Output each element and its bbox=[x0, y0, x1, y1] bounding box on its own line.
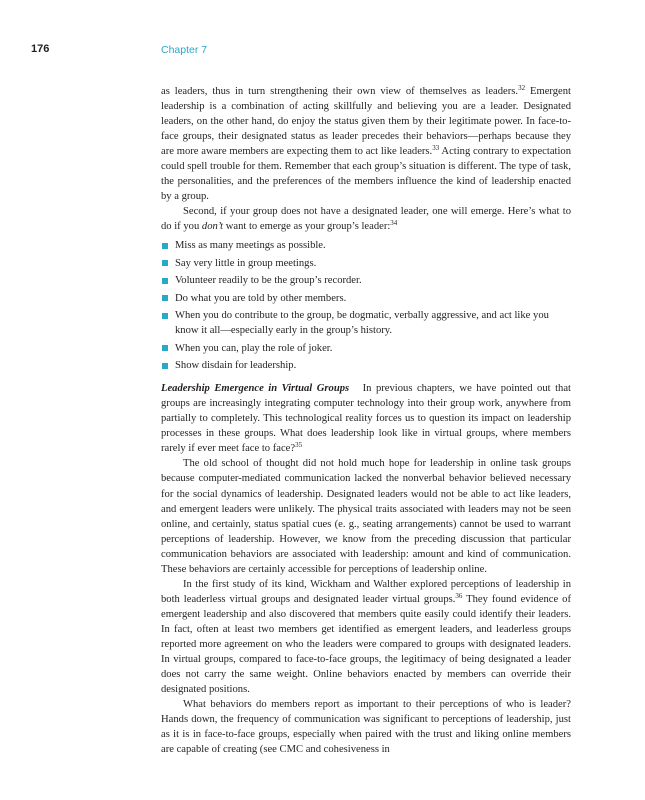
footnote-ref: 32 bbox=[518, 84, 526, 92]
square-bullet-icon bbox=[162, 295, 168, 301]
paragraph-2 bbox=[161, 204, 571, 234]
square-bullet-icon bbox=[162, 363, 168, 369]
list-item-text: Say very little in group meetings. bbox=[175, 257, 317, 269]
list-item bbox=[161, 256, 571, 271]
square-bullet-icon bbox=[162, 260, 168, 266]
footnote-ref: 36 bbox=[455, 591, 463, 600]
list-item bbox=[161, 238, 571, 253]
paragraph-5-text-b: They found evidence of emergent leadership and also discovered that members quite easily could identify their leaders. In fact, often at least two members get identified as emergent leaders, and leaderless groups reported more agreement on who the leaders were compared to groups with designated leaders. In virtual groups, compared to face-to-face groups, the legitimacy of being designated a leader does not carry the same weight. Online behaviors enacted by members can override their designated positions. bbox=[161, 593, 571, 696]
list-item bbox=[161, 273, 571, 288]
list-item-text: When you can, play the role of joker. bbox=[175, 342, 333, 354]
footnote-ref: 35 bbox=[295, 441, 303, 450]
paragraph-1-text-a: as leaders, thus in turn strengthening their own view of themselves as leaders. bbox=[161, 86, 519, 97]
paragraph-1-text-b: Emergent leadership is a combination of acting skillfully and believing you are a leader. Designated leaders, on the other hand, do enjoy the status given them by their legitimate power. In face-to-face groups, their designated status as leader precedes their behaviors—perhaps because they are more aware members are expecting them to act like leaders. bbox=[161, 86, 571, 158]
list-item-text: Do what you are told by other members. bbox=[175, 292, 347, 304]
paragraph-6: What behaviors do members report as important to their perceptions of who is leader? Hands down, the frequency of communication was significant to perceptions of leadership, just as it is in face-to-face groups, especially when paired with the trust and liking online members are capable of creating (see CMC and cohesiveness in bbox=[161, 699, 571, 756]
square-bullet-icon bbox=[162, 243, 168, 249]
page-number: 176 bbox=[31, 43, 50, 55]
chapter-label: Chapter 7 bbox=[161, 44, 208, 56]
bullet-list bbox=[161, 238, 571, 373]
body-text bbox=[161, 84, 571, 757]
paragraph-2-text-a: Second, if your group does not have a designated leader, one will emerge. Here’s what to do if you bbox=[161, 206, 571, 233]
paragraph-2-emphasis: don’t bbox=[201, 221, 224, 233]
square-bullet-icon bbox=[162, 345, 168, 351]
list-item-text: When you do contribute to the group, be dogmatic, verbally aggressive, and act like you know it all—especially early in the group’s history. bbox=[175, 310, 549, 337]
paragraph-5-text-a: In the first study of its kind, Wickham and Walther explored perceptions of leadership in both leaderless virtual groups and designated leader virtual groups. bbox=[161, 578, 571, 605]
list-item-text: Miss as many meetings as possible. bbox=[175, 240, 326, 252]
section-heading: Leadership Emergence in Virtual Groups bbox=[161, 383, 350, 395]
list-item bbox=[161, 341, 571, 356]
square-bullet-icon bbox=[162, 313, 168, 319]
paragraph-1-text-c: Acting contrary to expectation could spell trouble for them. Remember that each group’s situation is different. The type of task, the personalities, and the preferences of the members influence the kind of leadership enacted by a group. bbox=[161, 146, 571, 203]
list-item bbox=[161, 308, 571, 338]
paragraph-2-text-b: want to emerge as your group’s leader: bbox=[223, 221, 391, 233]
paragraph-5 bbox=[161, 577, 571, 697]
footnote-ref: 33 bbox=[432, 144, 440, 153]
square-bullet-icon bbox=[162, 278, 168, 284]
section-paragraph-text: In previous chapters, we have pointed out that groups are increasingly integrating computer technology into their group work, anywhere from partially to completely. This technological reality forces us to question its impact on leadership processes in these groups. What does leadership look like in virtual groups, where members rarely if ever meet face to face? bbox=[161, 383, 571, 455]
list-item-text: Show disdain for leadership. bbox=[175, 360, 297, 372]
paragraph-4: The old school of thought did not hold much hope for leadership in online task groups because computer-mediated communication lacked the nonverbal behavior believed necessary for the social dynamics of leadership. Designated leaders would not be able to act like leaders, and emergent leaders were unlikely. The physical traits associated with leaders may not be seen online, and certainly, status spatial cues (e. g., seating arrangements) cannot be used to warrant perceptions of leadership. However, we know from the preceding discussion that particular communication behaviors are associated with leadership: amount and kind of communication. These behaviors are certainly accessible for perceptions of leadership online. bbox=[161, 458, 571, 575]
list-item bbox=[161, 358, 571, 373]
section-paragraph bbox=[161, 381, 571, 456]
footnote-ref: 34 bbox=[390, 219, 398, 228]
list-item-text: Volunteer readily to be the group’s recorder. bbox=[175, 275, 362, 287]
paragraph-1 bbox=[161, 84, 571, 204]
list-item bbox=[161, 291, 571, 306]
